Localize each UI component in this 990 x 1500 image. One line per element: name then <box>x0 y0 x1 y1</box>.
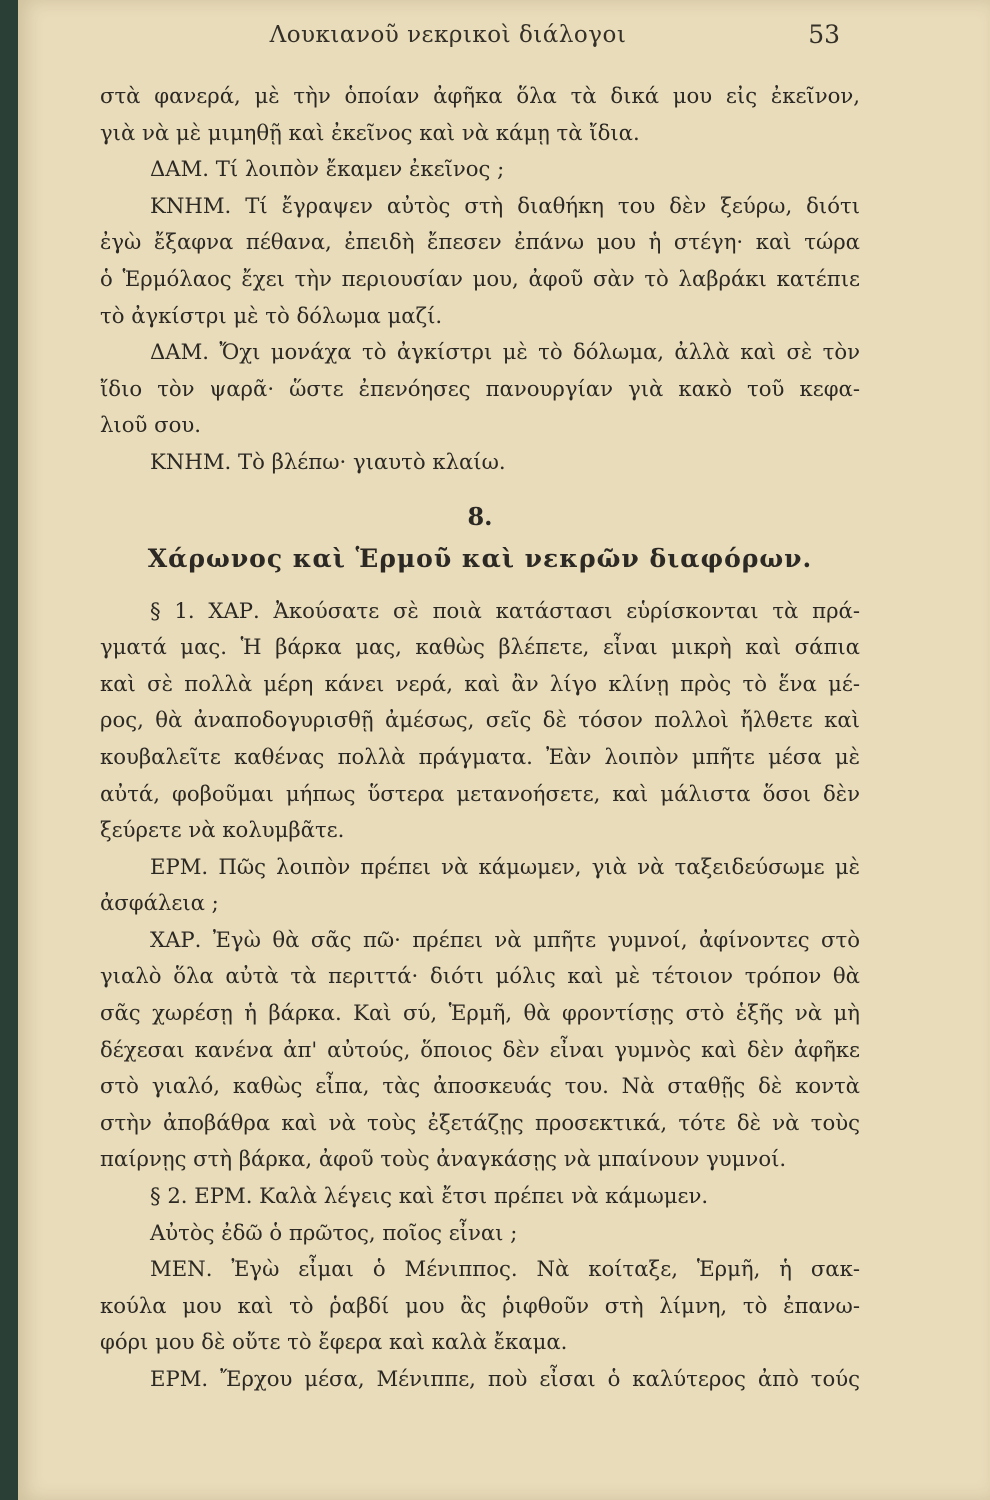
text-line: ὁ Ἑρμόλαος ἔχει τὴν περιουσίαν μου, ἀφοῦ σὰν τὸ λαβράκι κατέπιε <box>100 265 860 291</box>
text-line: Αὐτὸς ἐδῶ ὁ πρῶτος, ποῖος εἶναι ; <box>150 1219 518 1245</box>
text-line: ρος, θὰ ἀναποδογυρισθῇ ἀμέσως, σεῖς δὲ τόσον πολλοὶ ἤλθετε καὶ <box>100 707 860 733</box>
text-line: ΕΡΜ. Ἔρχου μέσα, Μένιππε, ποὺ εἶσαι ὁ καλύτερος ἀπὸ τούς <box>150 1366 860 1391</box>
text-line: παίρνῃς στὴ βάρκα, ἀφοῦ τοὺς ἀναγκάσῃς νὰ μπαίνουν γυμνοί. <box>100 1146 787 1172</box>
text-line: § 1. ΧΑΡ. Ἀκούσατε σὲ ποιὰ κατάστασι εὑρίσκονται τὰ πρά- <box>150 597 860 623</box>
text-line: ἀσφάλεια ; <box>100 890 219 916</box>
text-line: ΔΑΜ. Ὄχι μονάχα τὸ ἀγκίστρι μὲ τὸ δόλωμα, ἀλλὰ καὶ σὲ τὸν <box>150 339 860 365</box>
text-line: στὰ φανερά, μὲ τὴν ὁποίαν ἀφῆκα ὅλα τὰ δικά μου εἰς ἐκεῖνον, <box>100 83 860 108</box>
section-title: Χάρωνος καὶ Ἑρμοῦ καὶ νεκρῶν διαφόρων. <box>147 543 813 573</box>
text-line: ΜΕΝ. Ἐγὼ εἶμαι ὁ Μένιππος. Νὰ κοίταξε, Ἑρμῆ, ἡ σακ- <box>150 1256 860 1282</box>
text-line: φόρι μου δὲ οὔτε τὸ ἔφερα καὶ καλὰ ἔκαμα. <box>100 1329 568 1355</box>
text-line: § 2. ΕΡΜ. Καλὰ λέγεις καὶ ἔτσι πρέπει νὰ κάμωμεν. <box>150 1183 709 1209</box>
book-page <box>18 0 990 1500</box>
text-line: αὐτά, φοβοῦμαι μήπως ὕστερα μετανοήσετε, καὶ μάλιστα ὅσοι δὲν <box>100 780 860 806</box>
text-line: στὸ γιαλό, καθὼς εἶπα, τὰς ἀποσκευάς του. Νὰ σταθῇς δὲ κοντὰ <box>100 1073 860 1099</box>
text-line: γματά μας. Ἡ βάρκα μας, καθὼς βλέπετε, εἶναι μικρὴ καὶ σάπια <box>100 634 860 660</box>
page-header <box>18 18 990 58</box>
text-line: λιοῦ σου. <box>100 412 201 438</box>
text-line: κουβαλεῖτε καθένας πολλὰ πράγματα. Ἐὰν λοιπὸν μπῆτε μέσα μὲ <box>100 743 860 769</box>
text-line: γιὰ νὰ μὲ μιμηθῇ καὶ ἐκεῖνος καὶ νὰ κάμῃ τὰ ἴδια. <box>100 119 640 145</box>
section-number: 8. <box>467 501 493 531</box>
text-line: ἐγὼ ἔξαφνα πέθανα, ἐπειδὴ ἔπεσεν ἐπάνω μου ἡ στέγη· καὶ τώρα <box>100 229 860 255</box>
text-line: κούλα μου καὶ τὸ ῥαβδί μου ἂς ῥιφθοῦν στὴ λίμνη, τὸ ἐπανω- <box>100 1292 860 1318</box>
text-line: τὸ ἀγκίστρι μὲ τὸ δόλωμα μαζί. <box>100 302 443 328</box>
text-line: ΧΑΡ. Ἐγὼ θὰ σᾶς πῶ· πρέπει νὰ μπῆτε γυμνοί, ἀφίνοντες στὸ <box>150 926 860 952</box>
text-line: ἴδιο τὸν ψαρᾶ· ὥστε ἐπενόησες πανουργίαν γιὰ κακὸ τοῦ κεφα- <box>100 375 860 401</box>
text-line: δέχεσαι κανένα ἀπ' αὐτούς, ὅποιος δὲν εἶναι γυμνὸς καὶ δὲν ἀφῆκε <box>100 1036 860 1062</box>
text-line: καὶ σὲ πολλὰ μέρη κάνει νερά, καὶ ἂν λίγο κλίνῃ πρὸς τὸ ἕνα μέ- <box>100 670 860 696</box>
text-line: ΕΡΜ. Πῶς λοιπὸν πρέπει νὰ κάμωμεν, γιὰ νὰ ταξειδεύσωμε μὲ <box>150 853 860 879</box>
text-line: στὴν ἀποβάθρα καὶ νὰ τοὺς ἐξετάζῃς προσεκτικά, τότε δὲ νὰ τοὺς <box>100 1109 860 1135</box>
text-line: ΚΝΗΜ. Τί ἔγραψεν αὐτὸς στὴ διαθήκη του δὲν ξεύρω, διότι <box>150 192 860 218</box>
text-line: ΚΝΗΜ. Τὸ βλέπω· γιαυτὸ κλαίω. <box>150 448 506 474</box>
running-title: Λουκιανοῦ νεκρικοὶ διάλογοι <box>269 22 627 48</box>
text-line: σᾶς χωρέσῃ ἡ βάρκα. Καὶ σύ, Ἑρμῆ, θὰ φροντίσῃς στὸ ἑξῆς νὰ μὴ <box>100 1000 860 1026</box>
text-line: γιαλὸ ὅλα αὐτὰ τὰ περιττά· διότι μόλις καὶ μὲ τέτοιον τρόπον θὰ <box>100 963 860 989</box>
text-line: ΔΑΜ. Τί λοιπὸν ἔκαμεν ἐκεῖνος ; <box>150 156 505 182</box>
text-line: ξεύρετε νὰ κολυμβᾶτε. <box>100 817 345 843</box>
page-number: 53 <box>808 20 840 49</box>
page-body <box>100 78 860 1398</box>
